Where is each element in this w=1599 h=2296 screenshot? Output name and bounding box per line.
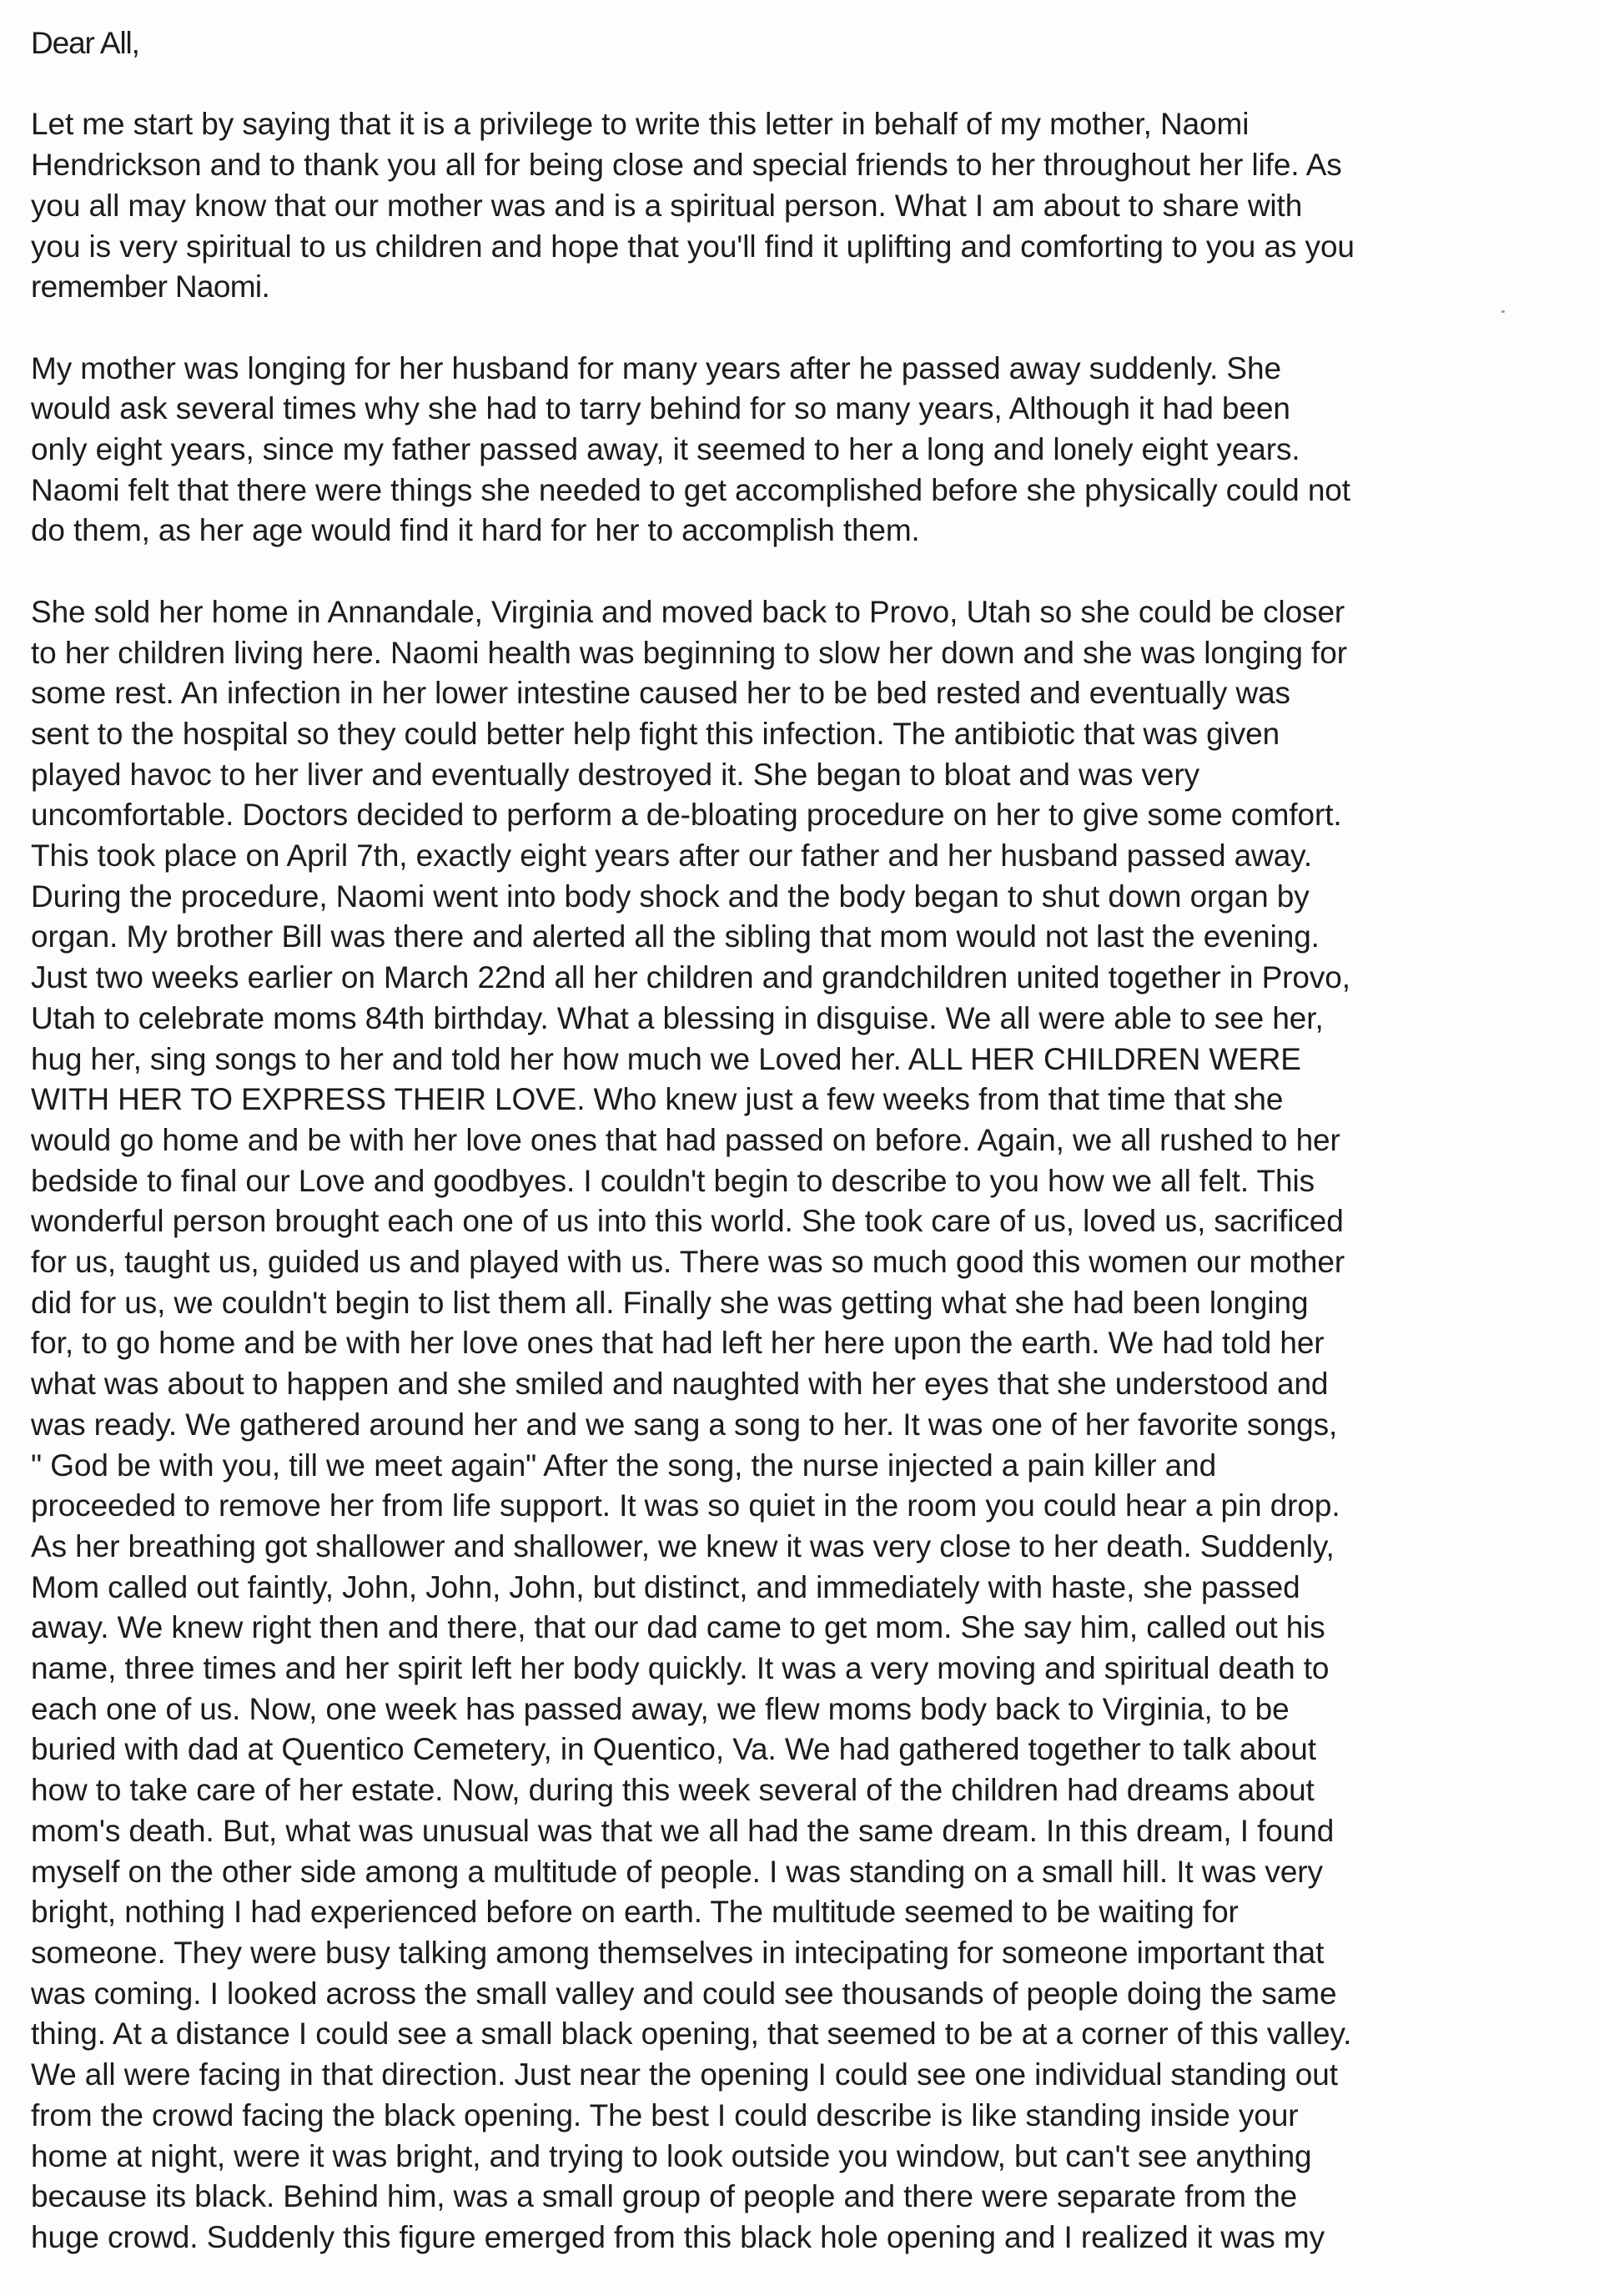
text-line: " God be with you, till we meet again" After the song, the nurse injected a pain killer and — [31, 1448, 1217, 1483]
paragraph — [31, 592, 1574, 2258]
text-line: As her breathing got shallower and shallower, we knew it was very close to her death. Suddenly, — [31, 1528, 1335, 1563]
text-line: you is very spiritual to us children and hope that you'll find it uplifting and comforting to you as you — [31, 229, 1355, 264]
text-line: bedside to final our Love and goodbyes. I couldn't begin to describe to you how we all felt. This — [31, 1163, 1315, 1198]
text-line: Just two weeks earlier on March 22nd all her children and grandchildren united together in Provo, — [31, 960, 1350, 995]
paragraphs — [31, 104, 1574, 2258]
text-line: from the crowd facing the black opening. The best I could describe is like standing inside your — [31, 2097, 1299, 2132]
text-line: Naomi felt that there were things she needed to get accomplished before she physically could not — [31, 472, 1350, 507]
text-line: thing. At a distance I could see a small black opening, that seemed to be at a corner of this valley. — [31, 2017, 1352, 2052]
text-line: WITH HER TO EXPRESS THEIR LOVE. Who knew just a few weeks from that time that she — [31, 1082, 1284, 1117]
text-line: because its black. Behind him, was a small group of people and there were separate from the — [31, 2179, 1298, 2214]
text-line: for, to go home and be with her love ones that had left her here upon the earth. We had told her — [31, 1326, 1325, 1361]
text-line: was coming. I looked across the small valley and could see thousands of people doing the same — [31, 1976, 1337, 2011]
text-line: sent to the hospital so they could better help fight this infection. The antibiotic that was given — [31, 716, 1280, 751]
text-line: proceeded to remove her from life support. It was so quiet in the room you could hear a pin drop. — [31, 1488, 1340, 1523]
text-line: uncomfortable. Doctors decided to perform a de-bloating procedure on her to give some comfort. — [31, 798, 1342, 833]
text-line: do them, as her age would find it hard for her to accomplish them. — [31, 513, 920, 548]
text-line: what was about to happen and she smiled and naughted with her eyes that she understood and — [31, 1367, 1329, 1402]
text-line: each one of us. Now, one week has passed away, we flew moms body back to Virginia, to be — [31, 1691, 1290, 1726]
letter-body — [31, 23, 1574, 2258]
text-line: played havoc to her liver and eventually destroyed it. She began to bloat and was very — [31, 757, 1199, 792]
paragraph-gap — [31, 308, 1574, 349]
text-line: home at night, were it was bright, and trying to look outside you window, but can't see anything — [31, 2138, 1312, 2173]
text-line: Hendrickson and to thank you all for being close and special friends to her throughout her life. As — [31, 148, 1342, 183]
text-line: hug her, sing songs to her and told her how much we Loved her. ALL HER CHILDREN WERE — [31, 1041, 1301, 1076]
text-line: buried with dad at Quentico Cemetery, in Quentico, Va. We had gathered together to talk about — [31, 1732, 1316, 1767]
text-line: name, three times and her spirit left her body quickly. It was a very moving and spiritual death to — [31, 1651, 1330, 1686]
text-line: mom's death. But, what was unusual was that we all had the same dream. In this dream, I found — [31, 1813, 1335, 1848]
text-line: away. We knew right then and there, that our dad came to get mom. She say him, called out his — [31, 1610, 1325, 1645]
text-line: you all may know that our mother was and is a spiritual person. What I am about to share with — [31, 188, 1303, 223]
text-line: only eight years, since my father passed away, it seemed to her a long and lonely eight years. — [31, 432, 1300, 466]
paragraph — [31, 104, 1574, 308]
text-line: to her children living here. Naomi health was beginning to slow her down and she was longing for — [31, 635, 1347, 670]
text-line: myself on the other side among a multitude of people. I was standing on a small hill. It was very — [31, 1854, 1323, 1889]
text-line: During the procedure, Naomi went into body shock and the body began to shut down organ by — [31, 879, 1310, 914]
text-line: organ. My brother Bill was there and alerted all the sibling that mom would not last the evening. — [31, 919, 1320, 954]
paragraph-gap — [31, 64, 1574, 105]
text-line: some rest. An infection in her lower intestine caused her to be bed rested and eventually was — [31, 676, 1290, 711]
salutation: Dear All, — [31, 26, 139, 60]
text-line: how to take care of her estate. Now, during this week several of the children had dreams about — [31, 1773, 1315, 1808]
text-line: did for us, we couldn't begin to list them all. Finally she was getting what she had been longing — [31, 1285, 1309, 1320]
text-line: was ready. We gathered around her and we sang a song to her. It was one of her favorite songs, — [31, 1407, 1338, 1442]
text-line: bright, nothing I had experienced before on earth. The multitude seemed to be waiting for — [31, 1895, 1239, 1930]
text-line: huge crowd. Suddenly this figure emerged from this black hole opening and I realized it was my — [31, 2219, 1325, 2254]
text-line: for us, taught us, guided us and played with us. There was so much good this women our mother — [31, 1245, 1345, 1280]
text-line: wonderful person brought each one of us into this world. She took care of us, loved us, sacrificed — [31, 1204, 1344, 1239]
text-line: would go home and be with her love ones that had passed on before. Again, we all rushed to her — [31, 1122, 1340, 1157]
text-line: remember Naomi. — [31, 269, 270, 305]
paragraph-gap — [31, 551, 1574, 592]
text-line: She sold her home in Annandale, Virginia and moved back to Provo, Utah so she could be closer — [31, 594, 1345, 629]
text-line: someone. They were busy talking among themselves in intecipating for someone important that — [31, 1936, 1325, 1970]
text-line: Mom called out faintly, John, John, John, but distinct, and immediately with haste, she passed — [31, 1569, 1300, 1604]
text-line: We all were facing in that direction. Just near the opening I could see one individual standing out — [31, 2057, 1338, 2092]
text-line: Utah to celebrate moms 84th birthday. What a blessing in disguise. We all were able to see her, — [31, 1000, 1324, 1035]
paragraph — [31, 349, 1574, 552]
text-line: My mother was longing for her husband for many years after he passed away suddenly. She — [31, 350, 1281, 385]
text-line: would ask several times why she had to tarry behind for so many years, Although it had been — [31, 391, 1290, 426]
text-line: Let me start by saying that it is a privilege to write this letter in behalf of my mother, Naomi — [31, 107, 1250, 142]
text-line: This took place on April 7th, exactly eight years after our father and her husband passed away. — [31, 838, 1312, 874]
